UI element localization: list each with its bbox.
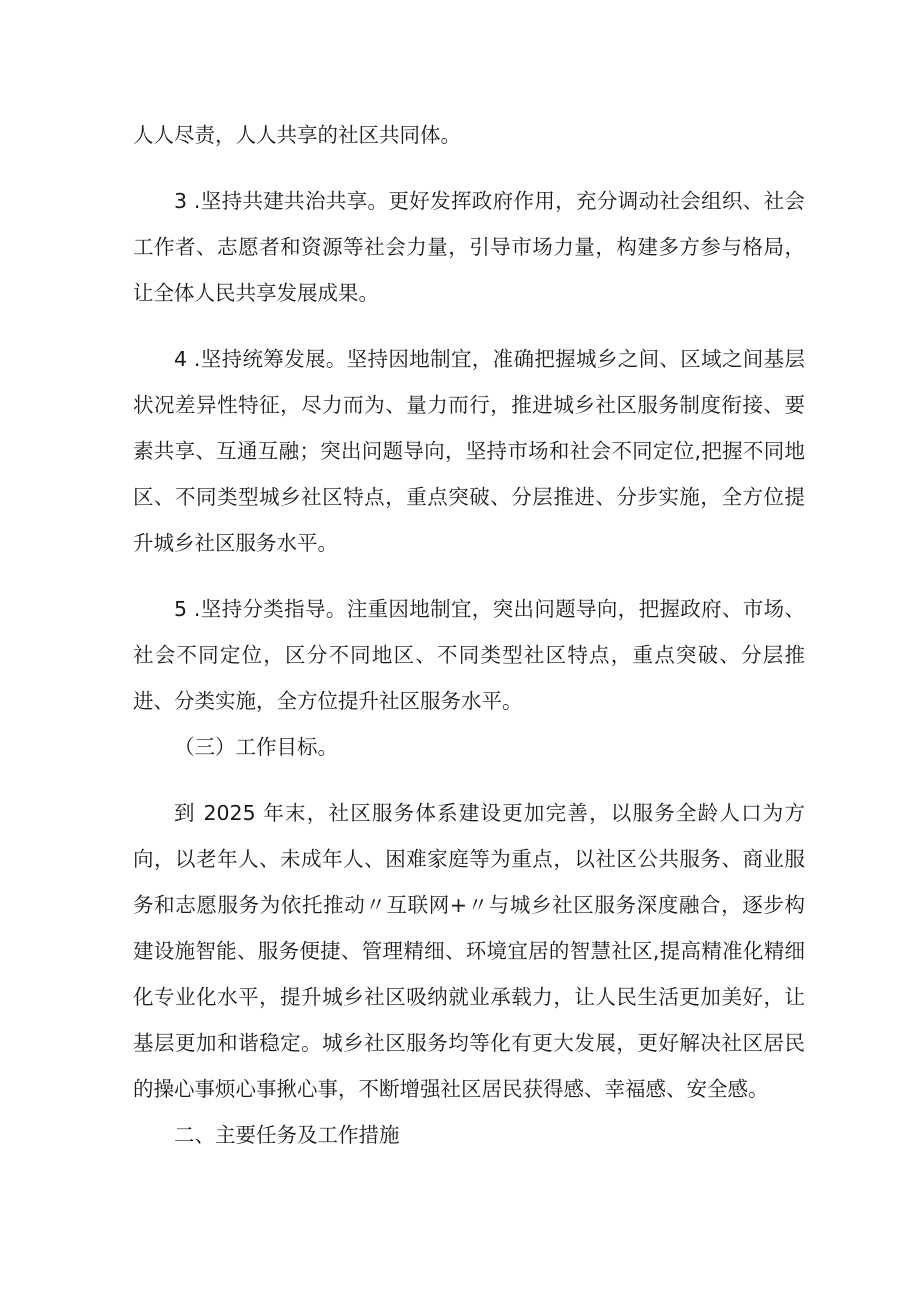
section-heading-work-goals: （三）工作目标。 (174, 735, 338, 759)
paragraph-principle-5: 5 .坚持分类指导。注重因地制宜，突出问题导向，把握政府、市场、社会不同定位，区分不同地区、不同类型社区特点，重点突破、分层推进、分类实施，全方位提升社区服务水平。 (133, 597, 805, 713)
section-heading-main-tasks: 二、主要任务及工作措施 (174, 1123, 400, 1147)
document-body (133, 112, 805, 1158)
paragraph-community-continuation: 人人尽责，人人共享的社区共同体。 (133, 123, 461, 147)
paragraph-principle-4: 4 .坚持统筹发展。坚持因地制宜，准确把握城乡之间、区域之间基层状况差异性特征，尽力而为、量力而行，推进城乡社区服务制度衔接、要素共享、互通互融；突出问题导向，坚持市场和社会不同定位,把握不同地区、不同类型城乡社区特点，重点突破、分层推进、分步实施，全方位提升城乡社区服务水平。 (133, 347, 805, 555)
paragraph-principle-3: 3 .坚持共建共治共享。更好发挥政府作用，充分调动社会组织、社会工作者、志愿者和资源等社会力量，引导市场力量，构建多方参与格局，让全体人民共享发展成果。 (133, 189, 805, 305)
paragraph-work-goals: 到 2025 年末，社区服务体系建设更加完善，以服务全龄人口为方向，以老年人、未成年人、困难家庭等为重点，以社区公共服务、商业服务和志愿服务为依托推动〃互联网+〃与城乡社区服务深度融合，逐步构建设施智能、服务便捷、管理精细、环境宜居的智慧社区,提高精准化精细化专业化水平，提升城乡社区吸纳就业承载力，让人民生活更加美好，让基层更加和谐稳定。城乡社区服务均等化有更大发展，更好解决社区居民的操心事烦心事揪心事，不断增强社区居民获得感、幸福感、安全感。 (133, 801, 805, 1101)
